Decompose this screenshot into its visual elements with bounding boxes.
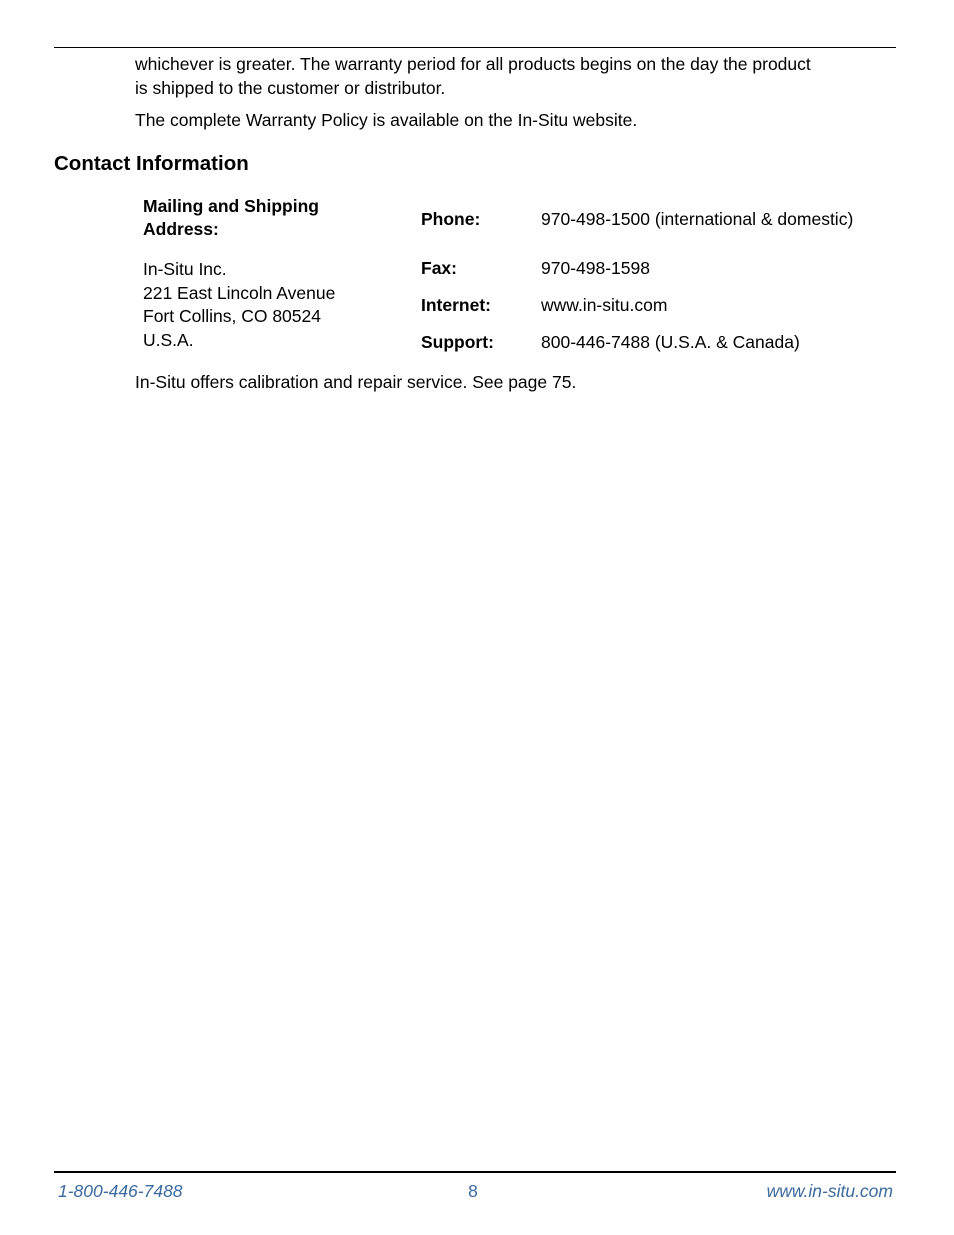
- footer-page-number: 8: [468, 1181, 478, 1201]
- support-value: 800-446-7488 (U.S.A. & Canada): [541, 332, 800, 352]
- address-line-company: In-Situ Inc.: [143, 259, 227, 279]
- support-label: Support:: [421, 332, 494, 352]
- section-title: Contact Information: [54, 152, 249, 175]
- footer-rule: [54, 1171, 896, 1173]
- service-paragraph: In-Situ offers calibration and repair service. See page 75.: [135, 372, 577, 392]
- address-heading: [143, 195, 383, 241]
- header-rule: [54, 47, 896, 48]
- fax-label: Fax:: [421, 258, 457, 278]
- address-heading-line-2: Address:: [143, 219, 219, 239]
- warranty-policy-paragraph: The complete Warranty Policy is available on the In-Situ website.: [135, 110, 638, 130]
- internet-label: Internet:: [421, 295, 491, 315]
- footer-phone: 1-800-446-7488: [58, 1181, 183, 1201]
- warranty-line-2: is shipped to the customer or distributor.: [135, 78, 446, 98]
- internet-value: www.in-situ.com: [541, 295, 668, 315]
- warranty-paragraph: [135, 52, 865, 100]
- warranty-line-1: whichever is greater. The warranty period for all products begins on the day the product: [135, 54, 811, 74]
- address-line-street: 221 East Lincoln Avenue: [143, 283, 336, 303]
- address-heading-line-1: Mailing and Shipping: [143, 196, 319, 216]
- phone-label: Phone:: [421, 209, 481, 229]
- fax-value: 970-498-1598: [541, 258, 650, 278]
- phone-value: 970-498-1500 (international & domestic): [541, 209, 854, 229]
- address-line-country: U.S.A.: [143, 330, 194, 350]
- footer-website: www.in-situ.com: [766, 1181, 893, 1201]
- address-line-city: Fort Collins, CO 80524: [143, 306, 321, 326]
